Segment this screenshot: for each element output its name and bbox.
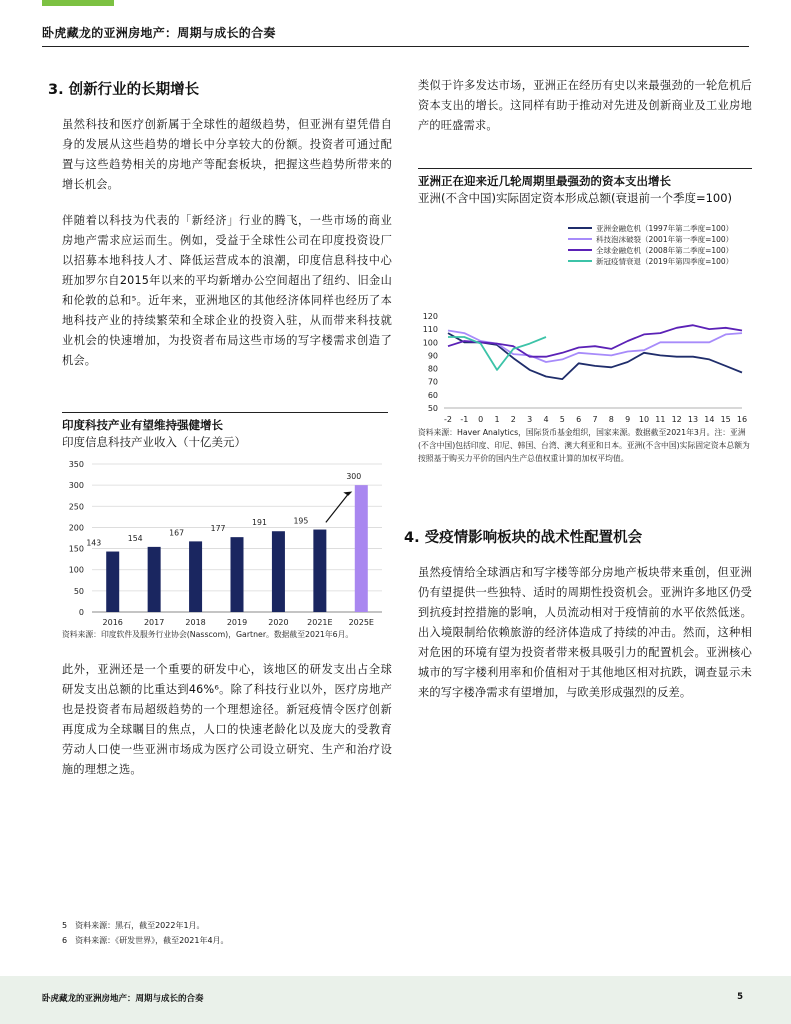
chart-top-rule: [418, 168, 752, 169]
series-line: [448, 325, 742, 357]
data-label: 195: [293, 516, 309, 526]
y-tick-label: 350: [68, 460, 84, 469]
y-tick-label: 200: [68, 523, 84, 533]
x-tick-label: 0: [478, 415, 484, 424]
chart-top-rule: [62, 412, 388, 413]
y-tick-label: 110: [422, 325, 438, 335]
footnote-5: 5 资料来源：黑石，截至2022年1月。: [62, 921, 205, 930]
bar-2025E: [355, 485, 368, 612]
capex-chart: [418, 168, 752, 465]
section-4: [404, 526, 752, 719]
left-column: [48, 78, 392, 387]
y-tick-label: 120: [422, 312, 438, 321]
right-column: [418, 76, 752, 152]
y-tick-label: 60: [427, 390, 438, 400]
y-tick-label: 250: [68, 502, 84, 512]
chart-title: 亚洲正在迎来近几轮周期里最强劲的资本支出增长: [418, 174, 671, 188]
data-label: 300: [346, 472, 362, 482]
growth-arrow-line: [326, 493, 349, 523]
paragraph-2: 伴随着以科技为代表的「新经济」行业的腾飞，一些市场的商业房地产需求应运而生。例如，受益于全球性公司在印度投资设厂以招募本地科技人才、降低运营成本的浪潮，印度信息科技中心班加罗尔自2015年以来的平均新增办公空间超出了纽约、旧金山和伦敦的总和⁵。近年来，亚洲地区的其他经济体同样也经历了本地科技产业的持续繁荣和全球企业的投资入驻，从而带来科技就业机会的快速增加，为投资者布局这些市场的写字楼需求创造了机会。: [62, 214, 392, 367]
y-tick-label: 150: [68, 544, 84, 554]
legend-label: 科技泡沫破裂（2001年第一季度=100）: [596, 235, 734, 244]
x-tick-label: 16: [736, 415, 748, 424]
legend-label: 全球金融危机（2008年第二季度=100）: [596, 246, 734, 255]
x-tick-label: 8: [608, 415, 614, 424]
header-accent-bar: [42, 0, 114, 6]
x-tick-label: 12: [671, 415, 682, 424]
x-tick-label: 2019: [226, 618, 248, 627]
paragraph-3: 此外，亚洲还是一个重要的研发中心，该地区的研发支出占全球研发支出总额的比重达到46%⁶。除了科技行业以外，医疗房地产也是投资者布局超级趋势的一个理想途径。新冠疫情令医疗创新再度成为全球瞩目的焦点，人口的快速老龄化以及庞大的受教育劳动人口使一些亚洲市场成为医疗公司设立研究、生产和治疗设施的理想之选。: [62, 663, 392, 776]
x-tick-label: 1: [494, 415, 500, 424]
section-4-heading: 4. 受疫情影响板块的战术性配置机会: [404, 530, 643, 546]
section-3-heading: 3. 创新行业的长期增长: [48, 82, 200, 98]
footnotes: [62, 918, 229, 948]
capex-line-chart-svg: [418, 206, 752, 424]
x-tick-label: 2020: [268, 618, 289, 627]
india-chart-source: 资料来源：印度软件及服务行业协会(Nasscom)，Gartner。数据截至2021年6月。: [62, 630, 354, 639]
x-tick-label: 13: [687, 415, 699, 424]
x-tick-label: 2021E: [307, 618, 333, 627]
header-rule: [42, 46, 749, 47]
data-label: 167: [169, 528, 185, 538]
x-tick-label: 2016: [102, 618, 123, 627]
data-label: 191: [252, 518, 267, 528]
chart-title: 印度科技产业有望维持强健增长: [62, 418, 223, 432]
y-tick-label: 100: [68, 565, 84, 575]
chart-subtitle: 亚洲(不含中国)实际固定资本形成总额(衰退前一个季度=100): [418, 191, 733, 205]
x-tick-label: 7: [592, 415, 598, 424]
x-tick-label: 3: [527, 415, 533, 424]
header-title: 卧虎藏龙的亚洲房地产：周期与成长的合奏: [42, 26, 276, 40]
x-tick-label: 4: [543, 415, 549, 424]
footnote-6: 6 资料来源：《研发世界》，截至2021年4月。: [62, 936, 229, 945]
x-tick-label: 11: [655, 415, 666, 424]
paragraph-4: 虽然疫情给全球酒店和写字楼等部分房地产板块带来重创，但亚洲仍有望提供一些独特、适时的周期性投资机会。亚洲许多地区仍受到抗疫封控措施的影响，人员流动相对于疫情前的水平依然低迷。出入境限制给依赖旅游的经济体造成了持续的冲击。然而，这种相对危困的环境有望为投资者带来极具吸引力的配置机会。亚洲核心城市的写字楼利用率和价值相对于其他地区相对抗跌，调查显示未来的写字楼净需求有望增加，与欧美形成强烈的反差。: [418, 566, 752, 699]
bar-2016: [106, 552, 119, 612]
y-tick-label: 80: [427, 364, 438, 374]
x-tick-label: 14: [704, 415, 715, 424]
y-tick-label: 70: [427, 377, 438, 387]
x-tick-label: 10: [638, 415, 650, 424]
y-tick-label: 50: [73, 586, 84, 596]
x-tick-label: 2017: [143, 618, 165, 627]
page-number: 5: [737, 992, 743, 1002]
growth-arrow-head: [343, 491, 352, 495]
y-tick-label: 300: [68, 481, 84, 491]
series-line: [448, 333, 742, 379]
x-tick-label: -1: [460, 415, 469, 424]
x-tick-label: -2: [444, 415, 452, 424]
data-label: 143: [86, 538, 102, 548]
bar-2017: [148, 547, 161, 612]
bar-2020: [272, 531, 285, 612]
x-tick-label: 15: [720, 415, 731, 424]
y-tick-label: 90: [427, 351, 438, 361]
x-tick-label: 9: [625, 415, 631, 424]
x-tick-label: 5: [559, 415, 565, 424]
bar-2021E: [313, 530, 326, 612]
india-bar-chart-svg: [62, 450, 388, 630]
legend-label: 亚洲金融危机（1997年第二季度=100）: [596, 224, 734, 233]
y-tick-label: 0: [78, 608, 84, 617]
x-tick-label: 6: [576, 415, 582, 424]
legend-label: 新冠疫情衰退（2019年第四季度=100）: [596, 257, 734, 266]
india-it-chart: [62, 412, 388, 634]
left-lower-text: [62, 660, 392, 796]
capex-chart-source: 资料来源：Haver Analytics，国际货币基金组织，国家来源。数据截至2021年3月。注：亚洲(不含中国)包括印度、印尼、韩国、台湾、澳大利亚和日本。亚洲(不含中国)实际固定资本总额为按照基于购买力平价的国内生产总值权重计算的加权平均值。: [418, 428, 750, 463]
bar-2018: [189, 541, 202, 612]
data-label: 177: [210, 524, 226, 534]
y-tick-label: 100: [422, 338, 438, 348]
bar-2019: [231, 537, 244, 612]
y-tick-label: 50: [427, 404, 438, 413]
paragraph-1: 虽然科技和医疗创新属于全球性的超级趋势，但亚洲有望凭借自身的发展从这些趋势的增长中分享较大的份额。投资者可通过配置与这些趋势相关的房地产等配套板块，把握这些趋势所带来的增长机会。: [62, 118, 392, 191]
x-tick-label: 2: [510, 415, 516, 424]
footer-title: 卧虎藏龙的亚洲房地产：周期与成长的合奏: [42, 994, 204, 1004]
x-tick-label: 2025E: [348, 618, 374, 627]
chart-subtitle: 印度信息科技产业收入（十亿美元）: [62, 435, 246, 449]
data-label: 154: [127, 533, 143, 543]
paragraph-0: 类似于许多发达市场，亚洲正在经历有史以来最强劲的一轮危机后资本支出的增长。这同样有助于推动对先进及创新商业及工业房地产的旺盛需求。: [418, 79, 752, 132]
x-tick-label: 2018: [185, 618, 206, 627]
